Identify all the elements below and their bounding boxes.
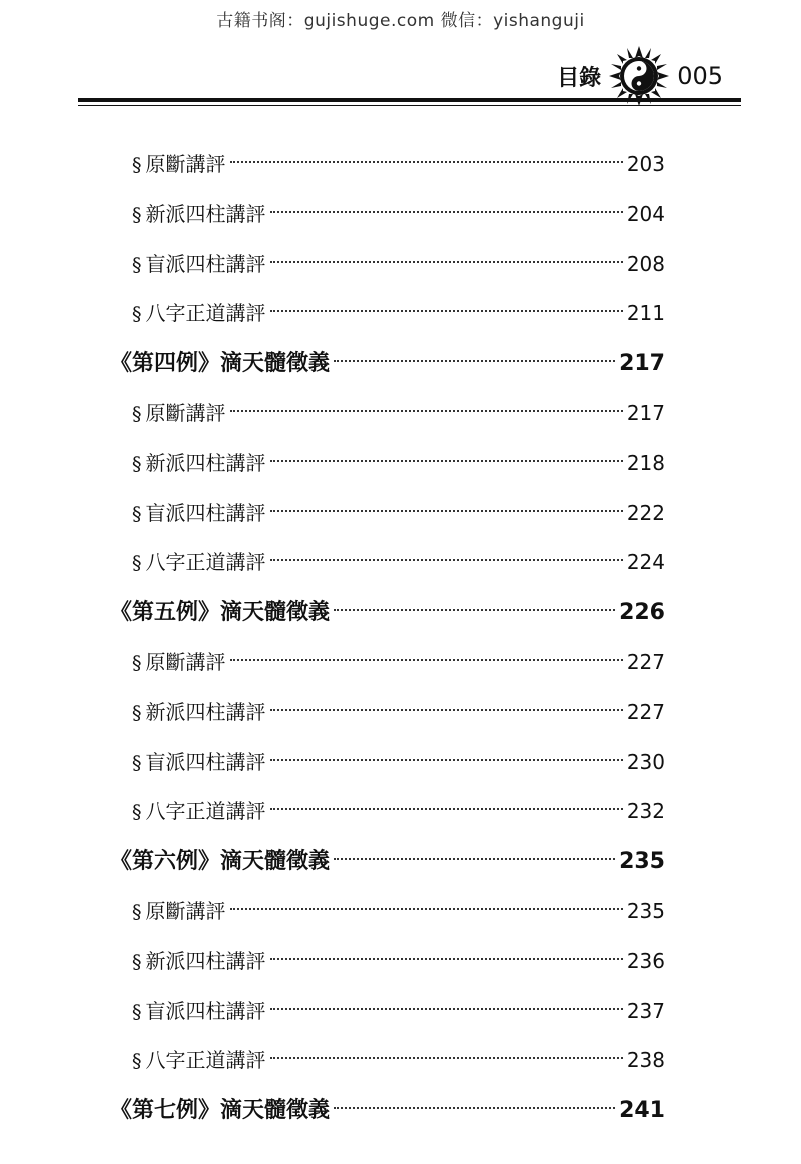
toc-entry-page-number: 224 [626,550,665,575]
toc-entry-page-number: 238 [626,1048,665,1073]
toc-section-entry [110,787,665,837]
dot-leader [230,161,623,163]
toc-entry-title: 八字正道講評 [145,799,266,824]
toc-entry-page-number: 203 [626,152,665,176]
toc-entry-title: 原斷講評 [145,152,226,176]
toc-entry-page-number: 217 [626,400,665,425]
toc-entry-title: 盲派四柱講評 [145,998,266,1023]
section-mark-icon: § [132,651,142,674]
toc-entry-page-number: 204 [626,201,665,226]
dot-leader [270,1008,623,1010]
header-rule-thin [78,105,741,106]
toc-entry-title: 原斷講評 [145,400,226,425]
header-rule-thick [78,98,741,102]
toc-entry-label [132,987,266,1038]
toc-section-entry [110,439,665,489]
toc-entry-label [132,240,266,291]
toc-entry-page-number: 211 [626,301,665,326]
toc-entry-title: 原斷講評 [145,898,226,923]
toc-entry-label [132,937,266,988]
toc-entry-page-number: 241 [619,1098,665,1124]
section-mark-icon: § [132,801,142,824]
toc-entry-label [132,289,266,340]
toc-entry-label [132,489,266,540]
watermark-text: 古籍书阁：gujishuge.com 微信：yishanguji [216,11,585,31]
toc-section-entry [110,937,665,987]
section-mark-icon: § [132,154,142,176]
section-mark-icon: § [132,900,142,923]
toc-entry-title: 《第五例》滴天髓徵義 [110,600,331,626]
toc-section-entry [110,389,665,439]
toc-entry-page-number: 235 [626,898,665,923]
toc-entry-label [132,538,266,589]
dot-leader [270,759,623,761]
toc-entry-page-number: 217 [619,351,665,377]
toc-section-entry [110,738,665,788]
toc-entry-page-number: 218 [626,450,665,475]
toc-entry-page-number: 232 [626,799,665,824]
section-mark-icon: § [132,502,142,525]
toc-chapter-entry [110,588,665,638]
toc-entry-label [110,588,330,638]
toc-entry-label [132,190,266,241]
dot-leader [230,908,623,910]
toc-entry-label [132,389,226,440]
toc-entry-title: 八字正道講評 [145,301,266,326]
section-mark-icon: § [132,1050,142,1073]
dot-leader [270,510,623,512]
dot-leader [270,709,623,711]
toc-chapter-entry [110,837,665,887]
dot-leader [270,261,623,263]
toc-entry-title: 《第七例》滴天髓徵義 [110,1098,331,1124]
dot-leader [230,659,623,661]
toc-entry-page-number: 237 [626,998,665,1023]
toc-entry-title: 《第六例》滴天髓徵義 [110,849,331,875]
toc-entry-label [132,887,226,938]
toc-entry-page-number: 227 [626,649,665,674]
section-mark-icon: § [132,701,142,724]
dot-leader [334,1107,615,1109]
toc-entry-label [132,638,226,689]
section-mark-icon: § [132,452,142,475]
section-mark-icon: § [132,253,142,276]
section-mark-icon: § [132,950,142,973]
toc-entry-title: 盲派四柱講評 [145,251,266,276]
toc-entry-page-number: 222 [626,500,665,525]
toc-chapter-entry [110,339,665,389]
toc-entry-title: 《第四例》滴天髓徵義 [110,351,331,377]
running-head-page-number: 005 [677,62,723,90]
toc-entry-label [132,738,266,789]
toc-entry-page-number: 230 [626,749,665,774]
toc-entry-page-number: 236 [626,948,665,973]
dot-leader [270,310,623,312]
section-mark-icon: § [132,402,142,425]
toc-entry-page-number: 208 [626,251,665,276]
dot-leader [334,858,615,860]
toc-section-entry [110,1036,665,1086]
toc-entry-title: 新派四柱講評 [145,948,266,973]
toc-entry-title: 八字正道講評 [145,1048,266,1073]
toc-entry-title: 新派四柱講評 [145,450,266,475]
dot-leader [270,1057,623,1059]
table-of-contents [110,140,665,1136]
section-mark-icon: § [132,552,142,575]
toc-entry-title: 新派四柱講評 [145,201,266,226]
toc-section-entry [110,538,665,588]
section-mark-icon: § [132,203,142,226]
toc-section-entry [110,638,665,688]
toc-entry-label [132,688,266,739]
dot-leader [334,360,615,362]
section-mark-icon: § [132,1000,142,1023]
toc-entry-title: 原斷講評 [145,649,226,674]
toc-entry-page-number: 226 [619,600,665,626]
toc-entry-label [132,439,266,490]
toc-entry-page-number: 227 [626,699,665,724]
dot-leader [334,609,615,611]
toc-entry-page-number: 235 [619,849,665,875]
section-mark-icon: § [132,303,142,326]
toc-entry-title: 新派四柱講評 [145,699,266,724]
toc-section-entry [110,987,665,1037]
dot-leader [270,808,623,810]
section-mark-icon: § [132,751,142,774]
toc-entry-label [132,1036,266,1087]
toc-entry-label [110,339,330,389]
toc-section-entry [110,688,665,738]
toc-entry-label [110,1086,330,1136]
toc-entry-label [132,140,226,191]
toc-entry-title: 盲派四柱講評 [145,500,266,525]
toc-section-entry [110,289,665,339]
toc-section-entry [110,190,665,240]
toc-section-entry [110,240,665,290]
toc-section-entry [110,489,665,539]
dot-leader [270,958,623,960]
dot-leader [270,211,623,213]
dot-leader [270,460,623,462]
toc-entry-title: 盲派四柱講評 [145,749,266,774]
toc-section-entry [110,887,665,937]
toc-entry-label [132,787,266,838]
toc-chapter-entry [110,1086,665,1136]
toc-section-entry [110,140,665,190]
dot-leader [230,410,623,412]
toc-entry-title: 八字正道講評 [145,550,266,575]
dot-leader [270,559,623,561]
toc-entry-label [110,837,330,887]
running-head-title: 目錄 [557,65,602,91]
